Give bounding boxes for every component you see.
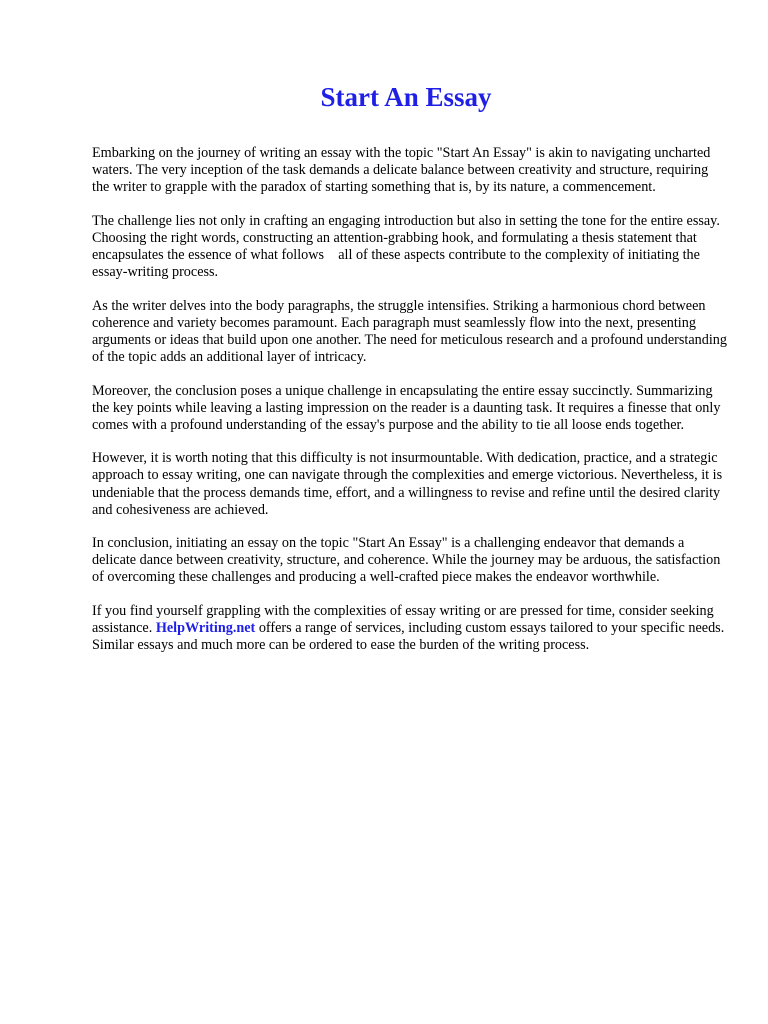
essay-body [92, 145, 728, 671]
paragraph-in-conclusion: In conclusion, initiating an essay on the topic "Start An Essay" is a challenging endeavor that demands a delicate dance between creativity, structure, and coherence. While the journey may be arduous, the satisfaction of overcoming these challenges and producing a well-crafted piece makes the endeavor worthwhile. [92, 535, 721, 586]
page-title: Start An Essay [320, 82, 492, 112]
paragraph-conclusion-challenge: Moreover, the conclusion poses a unique challenge in encapsulating the entire essay succinctly. Summarizing the key points while leaving a lasting impression on the reader is a daunting task. It requires a finesse that only comes with a profound understanding of the essay's purpose and the ability to tie all loose ends together. [92, 382, 721, 433]
paragraph-challenge: The challenge lies not only in crafting an engaging introduction but also in setting the tone for the entire essay. Choosing the right words, constructing an attention-grabbing hook, and formulating a thesis statement that encapsulates the essence of what follows all of these aspects contribute to the complexity of initiating the essay-writing process. [92, 212, 720, 281]
paragraph-assistance [92, 603, 728, 654]
paragraph-body: As the writer delves into the body paragraphs, the struggle intensifies. Striking a harmonious chord between coherence and variety becomes paramount. Each paragraph must seamlessly flow into the next, presenting arguments or ideas that build upon one another. The need for meticulous research and a profound understanding of the topic adds an additional layer of intricacy. [92, 297, 727, 365]
assistance-text-before: If you find yourself grappling with the complexities of essay writing or are pressed for time, consider seeking assistance. [92, 602, 714, 637]
paragraph-intro: Embarking on the journey of writing an essay with the topic "Start An Essay" is akin to navigating uncharted waters. The very inception of the task demands a delicate balance between creativity and structure, requiring the writer to grapple with the paradox of starting something that is, by its nature, a commencement. [92, 145, 711, 196]
assistance-text-after: offers a range of services, including custom essays tailored to your specific needs. Similar essays and much more can be ordered to ease the burden of the writing process. [92, 620, 725, 654]
helpwriting-link[interactable]: HelpWriting.net [155, 620, 256, 637]
paragraph-difficulty: However, it is worth noting that this difficulty is not insurmountable. With dedication, practice, and a strategic approach to essay writing, one can navigate through the complexities and emerge victorious. Nevertheless, it is undeniable that the process demands time, effort, and a willingness to revise and refine until the desired clarity and cohesiveness are achieved. [92, 450, 723, 518]
